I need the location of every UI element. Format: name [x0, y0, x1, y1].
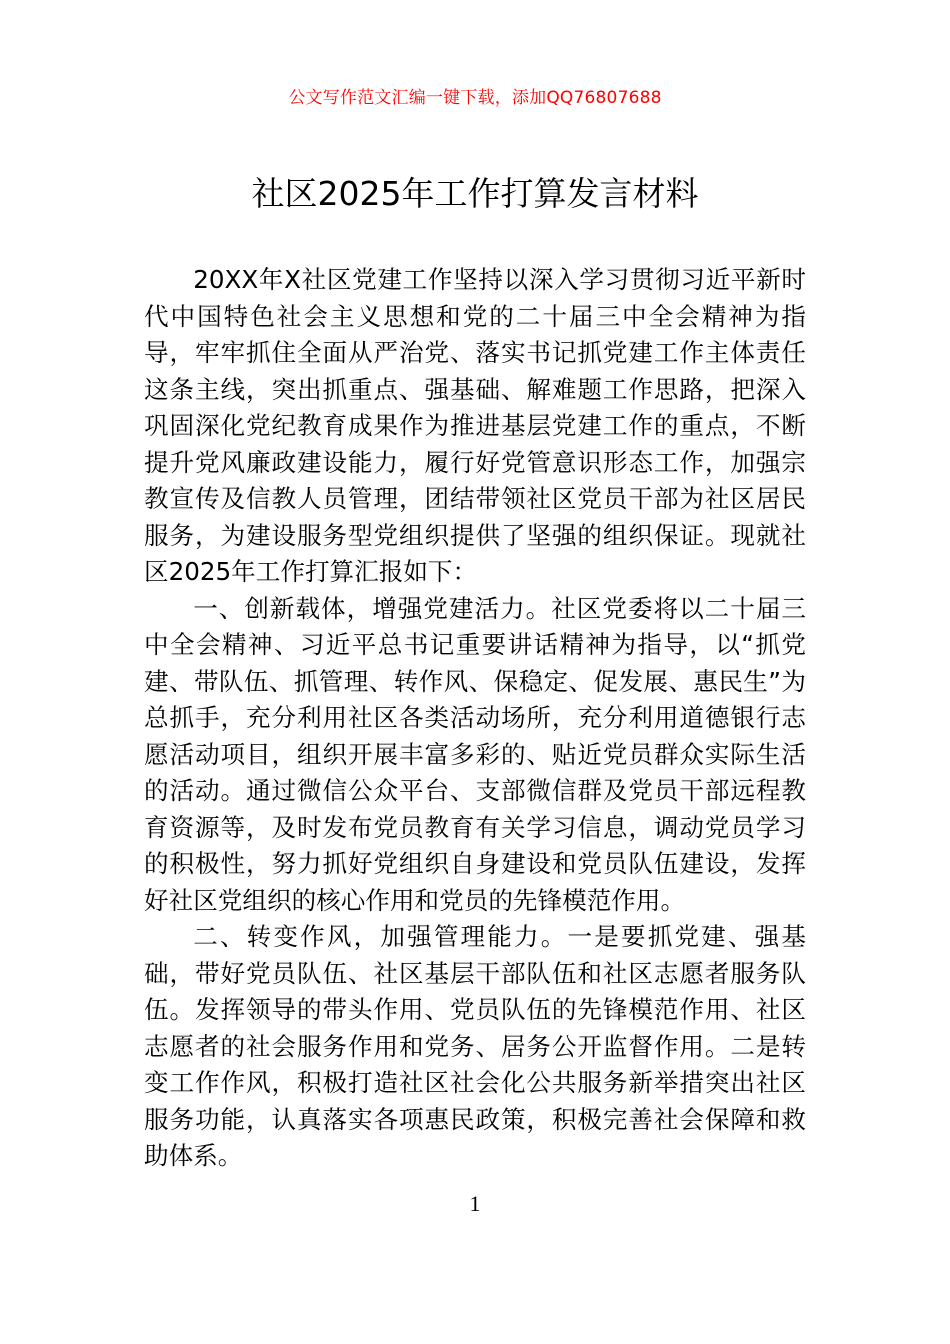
paragraph-section-2: 二、转变作风，加强管理能力。一是要抓党建、强基础，带好党员队伍、社区基层干部队伍和社区志愿者服务队伍。发挥领导的带头作用、党员队伍的先锋模范作用、社区志愿者的社会服务作用和党务、居务公开监督作用。二是转变工作作风，积极打造社区社会化公共服务新举措突出社区服务功能，认真落实各项惠民政策，积极完善社会保障和救助体系。	[144, 922, 806, 1170]
page-number: 1	[469, 1191, 481, 1216]
paragraph-section-1: 一、创新载体，增强党建活力。社区党委将以二十届三中全会精神、习近平总书记重要讲话精神为指导，以“抓党建、带队伍、抓管理、转作风、保稳定、促发展、惠民生”为总抓手，充分利用社区各类活动场所，充分利用道德银行志愿活动项目，组织开展丰富多彩的、贴近党员群众实际生活的活动。通过微信公众平台、支部微信群及党员干部远程教育资源等，及时发布党员教育有关学习信息，调动党员学习的积极性，努力抓好党组织自身建设和党员队伍建设，发挥好社区党组织的核心作用和党员的先锋模范作用。	[144, 593, 806, 915]
paragraph-intro: 20XX年X社区党建工作坚持以深入学习贯彻习近平新时代中国特色社会主义思想和党的二十届三中全会精神为指导，牢牢抓住全面从严治党、落实书记抓党建工作主体责任这条主线，突出抓重点、强基础、解难题工作思路，把深入巩固深化党纪教育成果作为推进基层党建工作的重点，不断提升党风廉政建设能力，履行好党管意识形态工作，加强宗教宣传及信教人员管理，团结带领社区党员干部为社区居民服务，为建设服务型党组织提供了坚强的组织保证。现就社区2025年工作打算汇报如下：	[144, 265, 806, 586]
document-title: 社区2025年工作打算发言材料	[251, 174, 699, 213]
document-body	[144, 262, 806, 1175]
watermark-text: 公文写作范文汇编一键下载，添加QQ76807688	[288, 88, 662, 108]
